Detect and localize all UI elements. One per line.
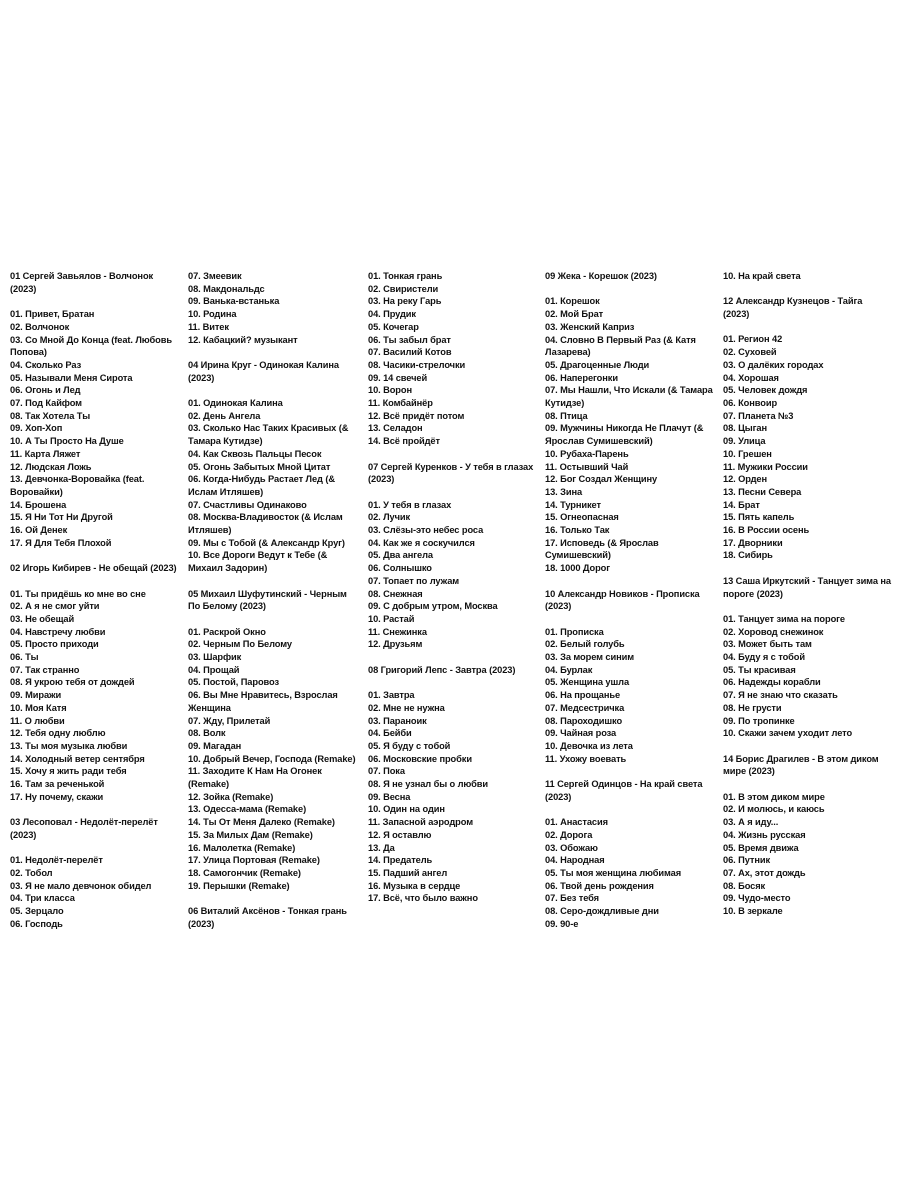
- track-item: 14. Холодный ветер сентября: [10, 753, 145, 764]
- track-item: 10. А Ты Просто На Душе: [10, 436, 124, 447]
- track-item: 07. Ах, этот дождь: [723, 867, 806, 878]
- track-item: 06. Ты забыл брат: [368, 334, 451, 345]
- track-item: 07. Жду, Прилетай: [188, 715, 271, 726]
- track-item: 11. Заходите К Нам На Огонек (Remake): [188, 766, 322, 790]
- track-item: 01. Завтра: [368, 690, 415, 701]
- track-item: 10. Добрый Вечер, Господа (Remake): [188, 753, 356, 764]
- album-title: 09 Жека - Корешок (2023): [545, 271, 657, 281]
- track-item: 13. Песни Севера: [723, 486, 802, 497]
- track-item: 10. В зеркале: [723, 906, 783, 917]
- track-item: 03. Параноик: [368, 715, 427, 726]
- album-block: [368, 664, 536, 905]
- track-item: 09. Весна: [368, 791, 411, 802]
- track-item: 08. Так Хотела Ты: [10, 410, 91, 421]
- track-item: 07. Топает по лужам: [368, 575, 460, 586]
- album-title: 14 Борис Драгилев - В этом диком мире (2023): [723, 753, 879, 777]
- track-item: 10. Все Дороги Ведут к Тебе (& Михаил Задорин): [188, 550, 328, 574]
- track-item: 02. А я не смог уйти: [10, 601, 100, 612]
- track-item: 05. Зерцало: [10, 906, 64, 917]
- album-title: 12 Александр Кузнецов - Тайга (2023): [723, 296, 863, 320]
- track-item: 05. Называли Меня Сирота: [10, 372, 133, 383]
- track-item: 02. Свиристели: [368, 283, 439, 294]
- track-item: 09. С добрым утром, Москва: [368, 601, 498, 612]
- track-item: 09. Чайная роза: [545, 728, 617, 739]
- track-item: 12. Людская Ложь: [10, 461, 92, 472]
- track-item: 05. Просто приходи: [10, 639, 99, 650]
- track-item: 09. Мужчины Никогда Не Плачут (& Ярослав Сумишевский): [545, 423, 704, 447]
- track-item: 05. Человек дождя: [723, 385, 808, 396]
- album-title: 03 Лесоповал - Недолёт-перелёт (2023): [10, 817, 158, 840]
- track-item: 10. Рубаха-Парень: [545, 448, 629, 459]
- track-item: 03. Я не мало девчонок обидел: [10, 880, 152, 891]
- track-item: 12. Бог Создал Женщину: [545, 474, 658, 485]
- tracklist-column: [723, 270, 891, 930]
- track-item: 08. Я не узнал бы о любви: [368, 779, 489, 790]
- track-item: 18. Сибирь: [723, 550, 773, 561]
- track-item: 14. Предатель: [368, 855, 433, 866]
- track-item: 02. Белый голубь: [545, 639, 625, 650]
- track-item: 11. Снежинка: [368, 626, 427, 637]
- track-item: 09. 90-е: [545, 918, 579, 929]
- track-item: 14. Турникет: [545, 499, 601, 510]
- track-item: 07. Планета №3: [723, 410, 794, 421]
- album-title: 01 Сергей Завьялов - Волчонок (2023): [10, 271, 154, 294]
- track-item: 08. Волк: [188, 728, 226, 739]
- track-item: 03. Обожаю: [545, 842, 598, 853]
- track-item: 01. Привет, Братан: [10, 309, 95, 320]
- track-item: 06. Господь: [10, 918, 63, 929]
- track-item: 11. Комбайнёр: [368, 398, 433, 409]
- track-item: 05. Ты красивая: [723, 664, 796, 675]
- album-block: [368, 461, 536, 652]
- track-item: 02. Волчонок: [10, 321, 70, 332]
- track-item: 08. Цыган: [723, 423, 767, 434]
- track-item: 13. Селадон: [368, 423, 423, 434]
- album-title: 06 Виталий Аксёнов - Тонкая грань (2023): [188, 906, 347, 929]
- tracklist-column: [545, 270, 713, 943]
- track-item: 01. Корешок: [545, 296, 600, 307]
- track-item: 05. Женщина ушла: [545, 677, 630, 688]
- track-item: 17. Всё, что было важно: [368, 893, 478, 904]
- track-item: 18. 1000 Дорог: [545, 563, 611, 574]
- track-item: 09. Мы с Тобой (& Александр Круг): [188, 537, 345, 548]
- track-item: 03. О далёких городах: [723, 359, 824, 370]
- album-continuation: [723, 270, 891, 283]
- track-item: 06. Наперегонки: [545, 372, 618, 383]
- track-item: 07. Без тебя: [545, 893, 600, 904]
- track-item: 02. Дорога: [545, 829, 593, 840]
- track-item: 17. Дворники: [723, 537, 783, 548]
- track-item: 02. Суховей: [723, 347, 777, 358]
- track-item: 04. Прощай: [188, 664, 240, 675]
- album-title: 07 Сергей Куренков - У тебя в глазах (2023): [368, 461, 534, 485]
- track-item: 06. Вы Мне Нравитесь, Взрослая Женщина: [188, 690, 338, 713]
- track-item: 07. Так странно: [10, 664, 80, 675]
- track-item: 12. Друзьям: [368, 639, 423, 650]
- album-title: 13 Саша Иркутский - Танцует зима на пороге (2023): [723, 575, 891, 599]
- track-item: 03. Может быть там: [723, 639, 812, 650]
- track-item: 10. Родина: [188, 309, 237, 320]
- track-item: 15. Я Ни Тот Ни Другой: [10, 512, 113, 523]
- track-item: 03. Женский Каприз: [545, 321, 635, 332]
- track-item: 02. И молюсь, и каюсь: [723, 804, 825, 815]
- track-item: 17. Ну почему, скажи: [10, 791, 104, 802]
- album-block: [545, 588, 713, 766]
- track-item: 03. На реку Гарь: [368, 296, 442, 307]
- track-item: 04. Словно В Первый Раз (& Катя Лазарева): [545, 334, 696, 358]
- album-block: [188, 905, 356, 930]
- album-block: [545, 778, 713, 930]
- track-item: 08. Снежная: [368, 588, 423, 599]
- track-item: 12. Я оставлю: [368, 829, 432, 840]
- track-item: 13. Девчонка-Воровайка (feat. Воровайки): [10, 474, 145, 497]
- album-title: 04 Ирина Круг - Одинокая Калина (2023): [188, 359, 339, 383]
- track-item: 14. Брат: [723, 499, 760, 510]
- track-item: 11. Остывший Чай: [545, 461, 629, 472]
- track-item: 16. Малолетка (Remake): [188, 842, 296, 853]
- track-item: 06. Надежды корабли: [723, 677, 821, 688]
- track-item: 02. Черным По Белому: [188, 639, 292, 650]
- album-block: [188, 359, 356, 575]
- track-item: 11. О любви: [10, 715, 65, 726]
- track-item: 06. Московские пробки: [368, 753, 472, 764]
- track-item: 06. На прощанье: [545, 690, 621, 701]
- track-item: 12. Орден: [723, 474, 767, 485]
- track-item: 04. Навстречу любви: [10, 626, 106, 637]
- track-item: 13. Да: [368, 842, 395, 853]
- track-item: 04. Жизнь русская: [723, 829, 806, 840]
- track-item: 07. Счастливы Одинаково: [188, 499, 307, 510]
- track-item: 06. Ты: [10, 652, 39, 663]
- track-item: 07. Под Кайфом: [10, 398, 82, 409]
- track-item: 07. Василий Котов: [368, 347, 452, 358]
- track-item: 04. Хорошая: [723, 372, 779, 383]
- track-item: 13. Зина: [545, 486, 583, 497]
- track-item: 17. Исповедь (& Ярослав Сумишевский): [545, 537, 659, 561]
- track-item: 18. Самогончик (Remake): [188, 867, 301, 878]
- track-item: 01. Недолёт-перелёт: [10, 855, 103, 866]
- track-item: 05. Ты моя женщина любимая: [545, 867, 682, 878]
- tracklist-column: [368, 270, 536, 918]
- track-item: 11. Запасной аэродром: [368, 817, 473, 828]
- track-item: 07. Пока: [368, 766, 405, 777]
- track-item: 03. Слёзы-это небес роса: [368, 525, 484, 536]
- track-item: 12. Кабацкий? музыкант: [188, 334, 298, 345]
- track-item: 05. Время движа: [723, 842, 799, 853]
- album-title: 05 Михаил Шуфутинский - Черным По Белому (2023): [188, 588, 347, 612]
- track-item: 10. Моя Катя: [10, 702, 67, 713]
- track-item: 01. В этом диком мире: [723, 791, 825, 802]
- track-item: 15. Падший ангел: [368, 867, 448, 878]
- track-item: 03. Сколько Нас Таких Красивых (& Тамара Кутидзе): [188, 423, 349, 447]
- album-title: 11 Сергей Одинцов - На край света (2023): [545, 779, 703, 802]
- track-item: 10. Растай: [368, 613, 415, 624]
- track-item: 02. Лучик: [368, 512, 411, 523]
- album-block: [188, 588, 356, 893]
- album-title: 10 Александр Новиков - Прописка (2023): [545, 588, 700, 612]
- track-item: 02. Мой Брат: [545, 309, 604, 320]
- track-item: 11. Ухожу воевать: [545, 753, 627, 764]
- tracklist-column: [188, 270, 356, 943]
- album-title: 08 Григорий Лепс - Завтра (2023): [368, 664, 516, 675]
- tracklist-column: [10, 270, 178, 943]
- track-item: 06. Конвоир: [723, 398, 778, 408]
- album-title: 02 Игорь Кибирев - Не обещай (2023): [10, 563, 177, 574]
- track-item: 09. По тропинке: [723, 715, 795, 726]
- track-item: 07. Змеевик: [188, 271, 242, 281]
- track-item: 10. Грешен: [723, 448, 772, 459]
- track-item: 06. Путник: [723, 855, 771, 866]
- track-item: 14. Брошена: [10, 499, 67, 510]
- album-block: [10, 816, 178, 930]
- track-item: 02. Мне не нужна: [368, 702, 445, 713]
- track-item: 11. Витек: [188, 321, 229, 332]
- album-continuation: [188, 270, 356, 346]
- track-item: 09. Чудо-место: [723, 893, 791, 904]
- track-item: 04. Как же я соскучился: [368, 537, 475, 548]
- track-item: 08. Часики-стрелочки: [368, 359, 466, 370]
- track-item: 05. Кочегар: [368, 321, 419, 332]
- track-item: 04. Три класса: [10, 893, 75, 904]
- track-item: 05. Я буду с тобой: [368, 740, 451, 751]
- track-item: 04. Буду я с тобой: [723, 652, 805, 663]
- track-item: 08. Я укрою тебя от дождей: [10, 677, 135, 688]
- album-block: [10, 562, 178, 803]
- track-item: 02. День Ангела: [188, 410, 261, 421]
- track-item: 09. Хоп-Хоп: [10, 423, 63, 434]
- track-item: 12. Всё придёт потом: [368, 410, 465, 421]
- track-item: 03. Со Мной До Конца (feat. Любовь Попова): [10, 334, 172, 358]
- album-block: [723, 295, 891, 562]
- album-block: [545, 270, 713, 575]
- track-item: 11. Мужики России: [723, 461, 808, 472]
- track-item: 01. Танцует зима на пороге: [723, 613, 845, 624]
- track-item: 13. Ты моя музыка любви: [10, 740, 128, 751]
- track-item: 15. За Милых Дам (Remake): [188, 829, 313, 840]
- track-item: 14. Всё пройдёт: [368, 436, 440, 447]
- track-item: 10. Ворон: [368, 385, 412, 396]
- track-item: 01. Раскрой Окно: [188, 626, 266, 637]
- track-item: 08. Пароходишко: [545, 715, 623, 726]
- track-item: 15. Пять капель: [723, 512, 795, 523]
- track-item: 09. Миражи: [10, 690, 62, 701]
- track-item: 01. У тебя в глазах: [368, 499, 452, 510]
- track-item: 05. Постой, Паровоз: [188, 677, 279, 688]
- album-block: [723, 575, 891, 740]
- track-item: 16. Там за реченькой: [10, 779, 105, 790]
- track-item: 01. Анастасия: [545, 817, 608, 828]
- track-item: 03. За морем синим: [545, 652, 634, 663]
- track-item: 07. Я не знаю что сказать: [723, 690, 838, 701]
- track-item: 11. Карта Ляжет: [10, 448, 81, 459]
- track-item: 01. Прописка: [545, 626, 604, 637]
- track-item: 08. Не грусти: [723, 702, 782, 713]
- track-item: 08. Макдональдс: [188, 283, 265, 294]
- track-item: 12. Тебя одну люблю: [10, 728, 106, 739]
- track-item: 05. Огонь Забытых Мной Цитат: [188, 461, 331, 472]
- track-item: 06. Когда-Нибудь Растает Лед (& Ислам Итляшев): [188, 474, 335, 497]
- track-item: 16. Ой Денек: [10, 525, 68, 536]
- track-item: 02. Тобол: [10, 867, 53, 878]
- track-item: 04. Прудик: [368, 309, 416, 320]
- track-item: 04. Народная: [545, 855, 605, 866]
- track-item: 10. На край света: [723, 271, 801, 281]
- track-item: 04. Как Сквозь Пальцы Песок: [188, 448, 322, 459]
- track-item: 13. Одесса-мама (Remake): [188, 804, 307, 815]
- track-item: 07. Медсестричка: [545, 702, 625, 713]
- album-continuation: [368, 270, 536, 448]
- track-item: 17. Я Для Тебя Плохой: [10, 537, 112, 548]
- track-item: 09. Улица: [723, 436, 766, 447]
- track-item: 01. Ты придёшь ко мне во сне: [10, 588, 146, 599]
- track-item: 01. Тонкая грань: [368, 271, 443, 281]
- track-item: 03. Шарфик: [188, 652, 242, 663]
- album-block: [10, 270, 178, 549]
- track-item: 05. Два ангела: [368, 550, 433, 561]
- album-block: [723, 753, 891, 918]
- track-item: 16. Музыка в сердце: [368, 880, 461, 891]
- track-item: 17. Улица Портовая (Remake): [188, 855, 320, 866]
- track-item: 08. Серо-дождливые дни: [545, 906, 659, 917]
- track-item: 01. Регион 42: [723, 334, 783, 345]
- track-item: 16. Только Так: [545, 525, 610, 536]
- track-item: 06. Солнышко: [368, 563, 432, 574]
- track-item: 09. Магадан: [188, 740, 242, 751]
- track-item: 04. Бурлак: [545, 664, 593, 675]
- track-item: 05. Драгоценные Люди: [545, 359, 650, 370]
- track-item: 04. Бейби: [368, 728, 412, 739]
- track-item: 08. Босяк: [723, 880, 766, 891]
- track-item: 03. Не обещай: [10, 613, 75, 624]
- track-item: 15. Огнеопасная: [545, 512, 619, 523]
- track-item: 09. Ванька-встанька: [188, 296, 280, 307]
- track-item: 08. Москва-Владивосток (& Ислам Итляшев): [188, 512, 343, 536]
- track-item: 01. Одинокая Калина: [188, 398, 283, 408]
- track-item: 12. Зойка (Remake): [188, 791, 274, 802]
- track-item: 08. Птица: [545, 410, 588, 421]
- track-item: 10. Девочка из лета: [545, 740, 633, 751]
- track-item: 06. Огонь и Лед: [10, 385, 81, 396]
- tracklist-sheet: [10, 270, 894, 935]
- track-item: 14. Ты От Меня Далеко (Remake): [188, 817, 335, 828]
- track-item: 15. Хочу я жить ради тебя: [10, 766, 127, 777]
- track-item: 06. Твой день рождения: [545, 880, 654, 891]
- track-item: 10. Один на один: [368, 804, 445, 815]
- track-item: 04. Сколько Раз: [10, 359, 82, 370]
- track-item: 02. Хоровод снежинок: [723, 626, 824, 637]
- track-item: 16. В России осень: [723, 525, 810, 536]
- track-item: 19. Перышки (Remake): [188, 880, 290, 891]
- track-item: 03. А я иду...: [723, 817, 779, 828]
- track-item: 07. Мы Нашли, Что Искали (& Тамара Кутидзе): [545, 385, 713, 409]
- track-item: 09. 14 свечей: [368, 372, 428, 383]
- track-item: 10. Скажи зачем уходит лето: [723, 728, 853, 739]
